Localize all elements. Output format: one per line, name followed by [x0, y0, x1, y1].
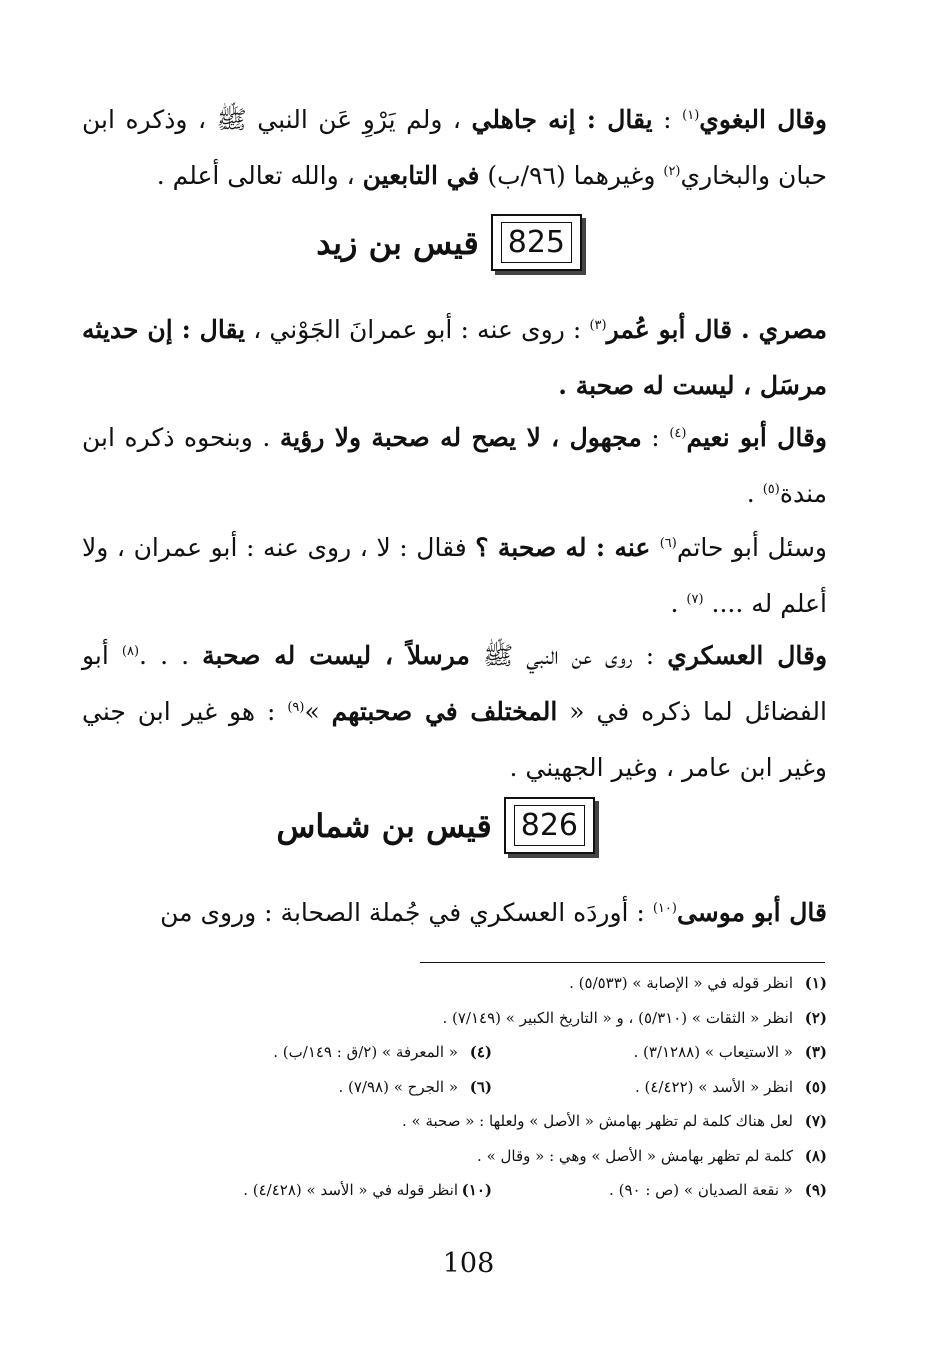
text: : روى عنه : أبو عمرانَ الجَوْني ، — [245, 315, 590, 344]
footnote-ref: (١) — [682, 108, 700, 123]
text: وغيرهما (٩٦/ب) — [479, 161, 664, 190]
footnote-3 — [633, 1035, 827, 1070]
entry-title: قيس بن زيد — [316, 223, 479, 262]
text: » — [304, 697, 332, 726]
footnote-text: كلمة لم تظهر بهامش « الأصل » وهي : « وقال » . — [477, 1146, 793, 1165]
footnote-9 — [609, 1173, 827, 1208]
text: : — [641, 423, 670, 452]
footnote-number: (٤) — [469, 1043, 492, 1061]
text: ، والله تعالى أعلم . — [156, 161, 363, 190]
footnote-number: (٧) — [804, 1112, 827, 1130]
bold-text: وقال البغوي — [699, 105, 827, 134]
footnote-number: (٣) — [804, 1043, 827, 1061]
page-number: 108 — [442, 1248, 495, 1279]
footnote-ref: (٤) — [669, 426, 687, 441]
footnote-text: « نقعة الصديان » (ص : ٩٠) . — [609, 1181, 793, 1199]
footnote-5 — [635, 1070, 827, 1105]
entry-number: 825 — [501, 222, 572, 263]
footnote-text: « الجرح » (٧/٩٨) . — [338, 1077, 458, 1096]
footnote-number: (٥) — [804, 1077, 827, 1096]
footnote-line — [82, 1035, 827, 1070]
footnote-ref: (٧) — [686, 592, 704, 607]
footnote-number: (٢) — [804, 1008, 827, 1027]
footnote-1 — [569, 966, 827, 1001]
entry-number-box — [491, 214, 582, 271]
text: . وبنحوه ذكره ابن مندة — [82, 423, 827, 508]
footnote-text: انظر « الأسد » (٤/٤٢٢) . — [634, 1077, 793, 1096]
footnote-text: « الاستيعاب » (٣/١٢٨٨) . — [633, 1043, 793, 1061]
footnote-6 — [338, 1070, 492, 1105]
footnote-number: (١) — [804, 974, 827, 992]
footnote-line — [82, 966, 827, 1001]
footnote-divider — [420, 962, 825, 963]
text: . — [746, 479, 763, 508]
footnote-ref: (٦) — [659, 536, 677, 551]
text: : روى عن النبي ﷺ — [469, 641, 668, 670]
footnote-text: لعل هناك كلمة لم تظهر بهامش « الأصل » ولعلها : « صحبة » . — [402, 1112, 793, 1130]
entry-number-box — [504, 797, 595, 854]
paragraph-abu-musa — [82, 885, 827, 941]
text: . — [670, 589, 687, 618]
text: وسئل أبو حاتم — [676, 533, 827, 562]
footnote-number: (٩) — [804, 1181, 827, 1199]
bold-text: يقال : إنه جاهلي — [471, 105, 653, 134]
entry-number: 826 — [514, 805, 585, 846]
bold-text: وقال العسكري — [667, 641, 828, 670]
footnote-ref: (٣) — [589, 318, 607, 333]
footnote-2 — [442, 1001, 827, 1036]
footnote-text: انظر قوله في « الإصابة » (٥/٥٣٣) . — [569, 974, 793, 992]
bold-text: له صحبة ؟ — [475, 533, 587, 562]
footnote-ref: (٥) — [762, 482, 780, 497]
text: فقال : لا ، روى عنه : أبو عمران ، ولا أعلم له .... — [82, 533, 827, 618]
paragraph-abu-nuaym — [82, 410, 827, 522]
bold-text: عنه : — [586, 533, 660, 562]
entry-title: قيس بن شماس — [276, 806, 492, 845]
footnote-ref: (٢) — [663, 164, 681, 179]
bold-text: المختلف في صحبتهم — [331, 697, 558, 726]
bold-text: مرسلاً ، ليست له صحبة — [202, 641, 470, 670]
bold-text: قال أبو موسى — [676, 898, 827, 927]
text: ، ولم يَرْوِ عَن النبي ﷺ ، وذكره ابن حبان والبخاري — [82, 105, 827, 190]
footnote-text: انظر قوله في « الأسد » (٤/٤٢٨) . — [243, 1181, 458, 1199]
paragraph-baghawi — [82, 92, 827, 204]
footnote-line — [82, 1070, 827, 1105]
footnote-4 — [273, 1035, 492, 1070]
footnote-number: (٦) — [469, 1077, 492, 1096]
footnote-8 — [477, 1139, 827, 1174]
footnote-7 — [402, 1104, 827, 1139]
footnote-line — [82, 1139, 827, 1174]
footnote-ref: (١٠) — [652, 901, 677, 916]
footnote-line — [82, 1104, 827, 1139]
bold-text: وقال أبو نعيم — [686, 423, 827, 452]
entry-heading-826 — [276, 797, 595, 854]
footnote-number: (١٠) — [461, 1181, 492, 1199]
footnote-text: « المعرفة » (٢/ق : ١٤٩/ب) . — [273, 1043, 458, 1061]
bold-text: يقال : إن حديثه مرسَل ، ليست له صحبة . — [82, 315, 827, 400]
bold-text: في التابعين — [362, 161, 480, 190]
bold-text: مجهول ، لا يصح له صحبة ولا رؤية — [279, 423, 642, 452]
text: : هو غير ابن جني وغير ابن عامر ، وغير الجهيني . — [82, 697, 827, 782]
text: : — [652, 105, 683, 134]
paragraph-abu-umar — [82, 302, 827, 414]
footnote-number: (٨) — [804, 1146, 827, 1165]
footnote-10 — [243, 1173, 492, 1208]
paragraph-askari — [82, 628, 827, 796]
text: . . . — [139, 641, 203, 670]
text: : أوردَه العسكري في جُملة الصحابة : وروى من — [160, 898, 653, 927]
footnote-line — [82, 1173, 827, 1208]
bold-text: مصري . قال أبو عُمر — [606, 315, 827, 344]
text: أبو الفضائل لما ذكره في « — [82, 641, 827, 726]
footnote-line — [82, 1001, 827, 1036]
footnote-ref: (٩) — [287, 700, 305, 715]
entry-heading-825 — [316, 214, 582, 271]
footnote-text: انظر « الثقات » (٥/٣١٠) ، و « التاريخ الكبير » (٧/١٤٩) . — [442, 1008, 793, 1027]
footnotes — [82, 966, 827, 1208]
footnote-ref: (٨) — [121, 644, 140, 659]
paragraph-abu-hatim — [82, 520, 827, 632]
